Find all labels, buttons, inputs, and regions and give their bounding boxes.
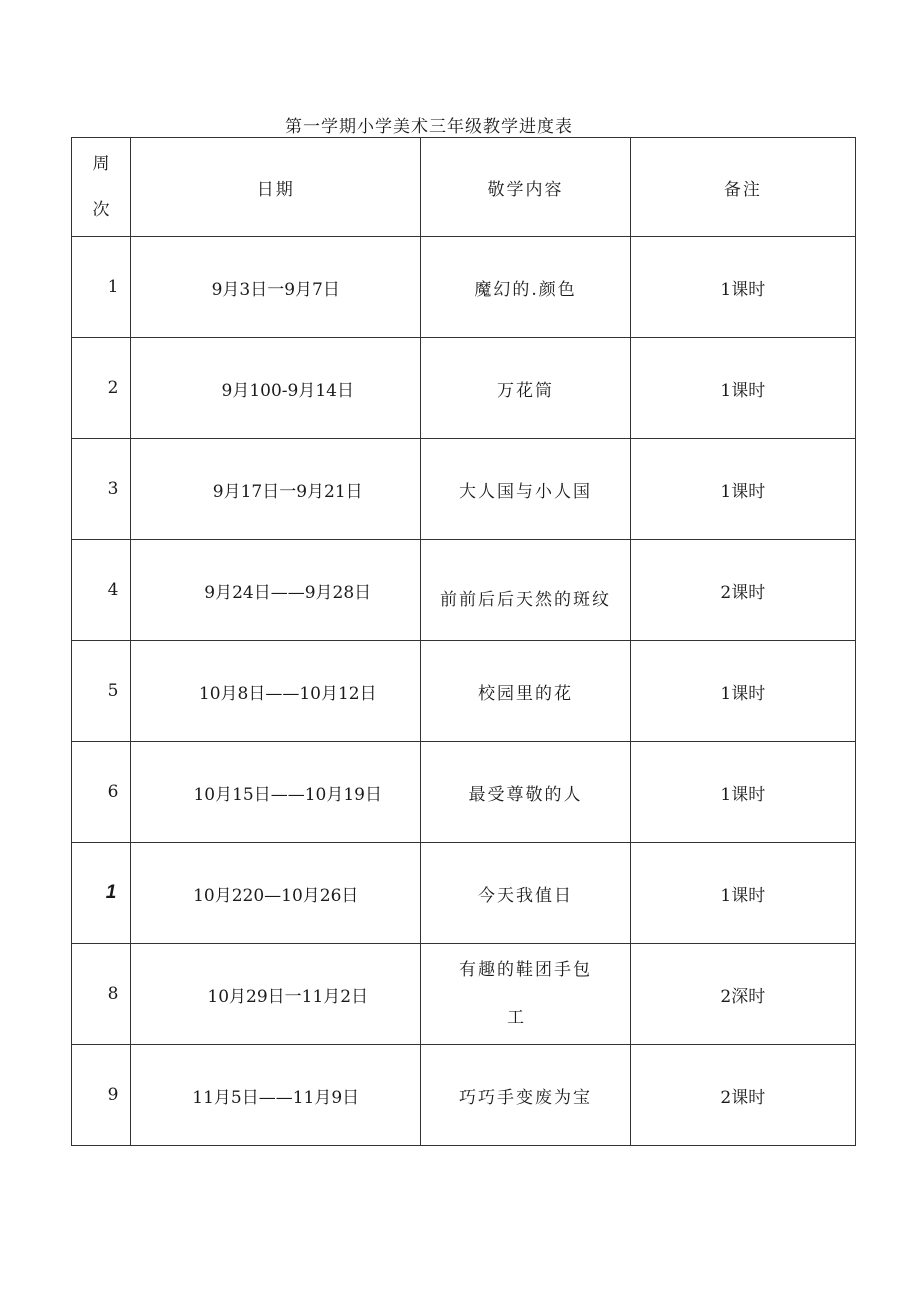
table-row xyxy=(72,338,856,439)
week-cell: 9 xyxy=(72,1045,131,1146)
header-week-line2: 次 xyxy=(92,200,110,220)
table-row xyxy=(72,439,856,540)
date-cell: 11月5日——11月9日 xyxy=(131,1045,421,1146)
content-cell: 校园里的花 xyxy=(421,641,630,742)
date-cell: 10月15日——10月19日 xyxy=(131,742,421,843)
week-cell: 2 xyxy=(72,338,131,439)
table-row xyxy=(72,944,856,1045)
table-row xyxy=(72,742,856,843)
week-cell: 1 xyxy=(72,237,131,338)
content-cell: 大人国与小人国 xyxy=(421,439,630,540)
date-cell: 9月24日——9月28日 xyxy=(131,540,421,641)
week-cell: 6 xyxy=(72,742,131,843)
note-cell: 2课时 xyxy=(630,1045,855,1146)
week-cell: 1 xyxy=(72,843,131,944)
note-cell: 2课时 xyxy=(630,540,855,641)
content-cell: 今天我值日 xyxy=(421,843,630,944)
week-cell: 4 xyxy=(72,540,131,641)
note-cell: 1课时 xyxy=(630,742,855,843)
content-cell: 万花筒 xyxy=(421,338,630,439)
date-cell: 10月220—10月26日 xyxy=(131,843,421,944)
note-cell: 1课时 xyxy=(630,439,855,540)
header-week xyxy=(72,138,131,237)
date-cell: 9月17日一9月21日 xyxy=(131,439,421,540)
week-cell: 3 xyxy=(72,439,131,540)
table-header-row xyxy=(72,138,856,237)
header-note: 备注 xyxy=(630,138,855,237)
note-cell: 1课时 xyxy=(630,641,855,742)
table-row xyxy=(72,843,856,944)
week-cell: 5 xyxy=(72,641,131,742)
note-cell: 1课时 xyxy=(630,843,855,944)
date-cell: 9月3日一9月7日 xyxy=(131,237,421,338)
table-row xyxy=(72,540,856,641)
header-content: 敬学内容 xyxy=(421,138,630,237)
content-cell: 巧巧手变废为宝 xyxy=(421,1045,630,1146)
note-cell: 2深时 xyxy=(630,944,855,1045)
note-cell: 1课时 xyxy=(630,338,855,439)
header-week-line1: 周 xyxy=(92,154,110,174)
table-row xyxy=(72,1045,856,1146)
header-date: 日期 xyxy=(131,138,421,237)
content-cell: 魔幻的.颜色 xyxy=(421,237,630,338)
date-cell: 10月8日——10月12日 xyxy=(131,641,421,742)
date-cell: 10月29日一11月2日 xyxy=(131,944,421,1045)
content-cell: 最受尊敬的人 xyxy=(421,742,630,843)
schedule-table xyxy=(71,137,856,1146)
week-cell: 8 xyxy=(72,944,131,1045)
note-cell: 1课时 xyxy=(630,237,855,338)
content-cell: 前前后后天然的斑纹 xyxy=(421,540,630,641)
content-cell: 有趣的鞋团手包 工 xyxy=(421,944,630,1045)
page-title: 第一学期小学美术三年级教学进度表 xyxy=(285,117,573,137)
date-cell: 9月100-9月14日 xyxy=(131,338,421,439)
table-row xyxy=(72,237,856,338)
table-row xyxy=(72,641,856,742)
